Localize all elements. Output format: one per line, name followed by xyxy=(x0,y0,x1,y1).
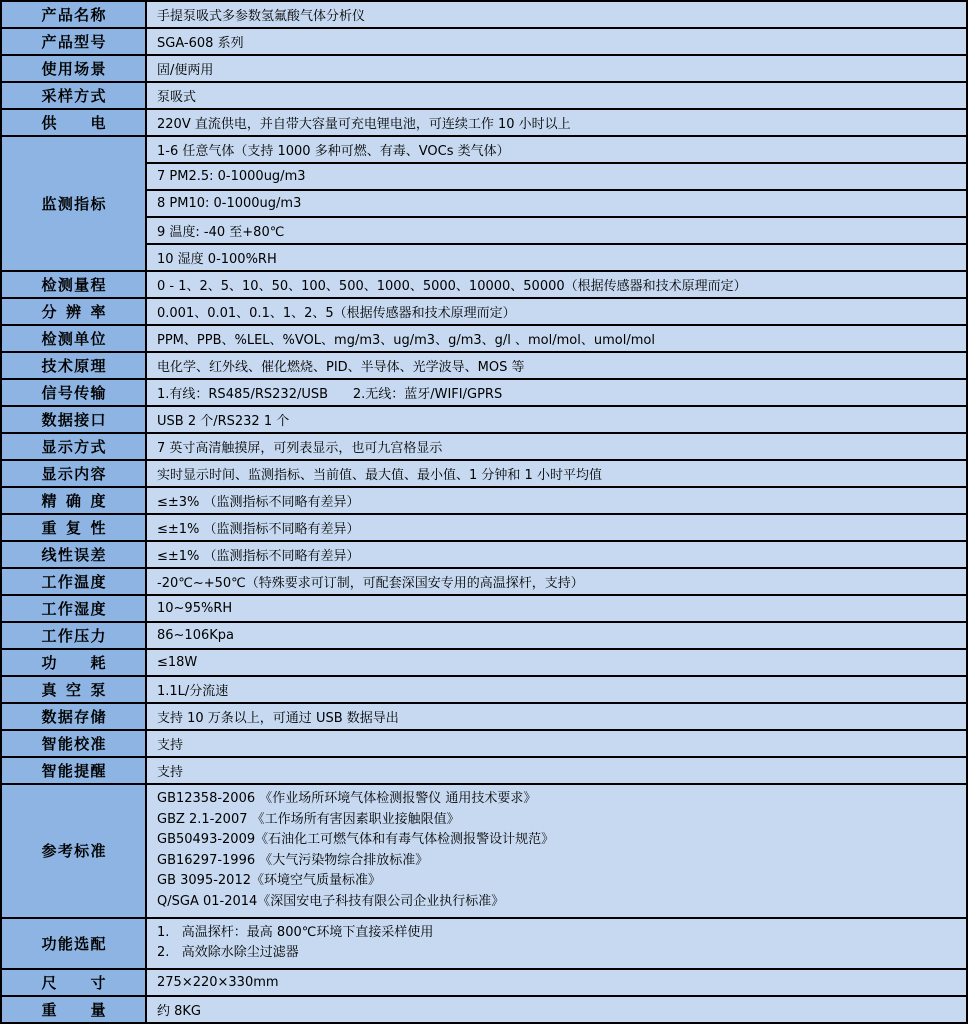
row-label-text: 重量 xyxy=(41,1000,106,1019)
table-row xyxy=(1,379,967,406)
row-value-line: GB50493-2009《石油化工可燃气体和有毒气体检测报警设计规范》 xyxy=(157,832,555,848)
row-label-text: 线性误差 xyxy=(41,546,106,564)
row-label xyxy=(1,568,146,595)
row-value: 1-6 任意气体（支持 1000 多种可燃、有毒、VOCs 类气体） xyxy=(146,136,967,163)
table-row xyxy=(1,244,967,271)
row-label-text: 供电 xyxy=(41,114,106,132)
row-label-text: 智能校准 xyxy=(41,735,106,753)
row-label xyxy=(1,352,146,379)
row-label-text: 参考标准 xyxy=(41,842,106,861)
table-row xyxy=(1,969,967,996)
table-row xyxy=(1,757,967,784)
row-label-text: 显示方式 xyxy=(41,438,106,456)
table-row xyxy=(1,541,967,568)
row-label xyxy=(1,28,146,55)
table-row xyxy=(1,352,967,379)
table-row xyxy=(1,1,967,28)
row-label-text: 检测量程 xyxy=(41,276,106,294)
row-value: -20℃~+50℃（特殊要求可订制，可配套深国安专用的高温探杆，支持） xyxy=(146,568,967,595)
table-row xyxy=(1,622,967,649)
row-value: 10 湿度 0-100%RH xyxy=(146,244,967,271)
row-label-text: 使用场景 xyxy=(41,60,106,78)
row-label xyxy=(1,433,146,460)
row-label-text: 功能选配 xyxy=(41,934,106,953)
row-value: 泵吸式 xyxy=(146,82,967,109)
row-label xyxy=(1,757,146,784)
row-label-text: 真空泵 xyxy=(41,681,106,699)
row-value xyxy=(146,784,967,918)
row-label-text: 信号传输 xyxy=(41,384,106,402)
table-row xyxy=(1,217,967,244)
row-label xyxy=(1,784,146,918)
row-label-text: 技术原理 xyxy=(41,357,106,375)
table-row xyxy=(1,136,967,163)
row-label-text: 数据存储 xyxy=(41,708,106,726)
row-label xyxy=(1,82,146,109)
row-value: 8 PM10: 0-1000ug/m3 xyxy=(146,190,967,217)
row-label-text: 精确度 xyxy=(41,492,106,510)
row-label xyxy=(1,918,146,969)
row-label xyxy=(1,595,146,622)
row-label-text: 产品名称 xyxy=(41,6,106,24)
row-value-line: GB12358-2006 《作业场所环境气体检测报警仪 通用技术要求》 xyxy=(157,791,537,807)
row-value-line: GBZ 2.1-2007 《工作场所有害因素职业接触限值》 xyxy=(157,811,460,827)
table-row xyxy=(1,730,967,757)
row-label-text: 监测指标 xyxy=(41,195,106,213)
row-label xyxy=(1,1,146,28)
row-label-text: 产品型号 xyxy=(41,33,106,51)
row-label-text: 尺寸 xyxy=(41,973,106,992)
row-label xyxy=(1,730,146,757)
row-value: 1.有线：RS485/RS232/USB 2.无线：蓝牙/WIFI/GPRS xyxy=(146,379,967,406)
row-value-line: Q/SGA 01-2014《深国安电子科技有限公司企业执行标准》 xyxy=(157,893,505,909)
row-label xyxy=(1,406,146,433)
row-label xyxy=(1,136,146,271)
row-value: SGA-608 系列 xyxy=(146,28,967,55)
table-row xyxy=(1,271,967,298)
row-value: 7 PM2.5: 0-1000ug/m3 xyxy=(146,163,967,190)
row-label xyxy=(1,514,146,541)
table-row xyxy=(1,996,967,1023)
row-label-text: 分辨率 xyxy=(41,303,106,321)
row-label xyxy=(1,379,146,406)
table-row xyxy=(1,460,967,487)
table-row xyxy=(1,325,967,352)
row-value: 手提泵吸式多参数氢氟酸气体分析仪 xyxy=(146,1,967,28)
table-row xyxy=(1,433,967,460)
table-row xyxy=(1,406,967,433)
row-label-text: 数据接口 xyxy=(41,411,106,429)
row-value: 10~95%RH xyxy=(146,595,967,622)
table-row xyxy=(1,109,967,136)
row-value: 支持 10 万条以上，可通过 USB 数据导出 xyxy=(146,703,967,730)
table-row xyxy=(1,784,967,918)
row-label xyxy=(1,298,146,325)
row-value: 实时显示时间、监测指标、当前值、最大值、最小值、1 分钟和 1 小时平均值 xyxy=(146,460,967,487)
table-row xyxy=(1,487,967,514)
row-label xyxy=(1,996,146,1023)
table-row xyxy=(1,676,967,703)
row-value: USB 2 个/RS232 1 个 xyxy=(146,406,967,433)
row-label xyxy=(1,271,146,298)
table-row xyxy=(1,163,967,190)
table-row xyxy=(1,298,967,325)
row-value: 约 8KG xyxy=(146,996,967,1023)
row-label xyxy=(1,541,146,568)
table-row xyxy=(1,55,967,82)
row-label-text: 检测单位 xyxy=(41,330,106,348)
spec-table-body xyxy=(1,1,967,1023)
row-value-line: 2. 高效除水除尘过滤器 xyxy=(157,945,299,961)
row-value: ≤±1% （监测指标不同略有差异） xyxy=(146,541,967,568)
row-label-text: 重复性 xyxy=(41,519,106,537)
row-label xyxy=(1,676,146,703)
row-value: 支持 xyxy=(146,757,967,784)
row-value: 86~106Kpa xyxy=(146,622,967,649)
row-value: 220V 直流供电，并自带大容量可充电锂电池，可连续工作 10 小时以上 xyxy=(146,109,967,136)
row-value: 固/便两用 xyxy=(146,55,967,82)
table-row xyxy=(1,82,967,109)
row-value: PPM、PPB、%LEL、%VOL、mg/m3、ug/m3、g/m3、g/l 、mol/mol、umol/mol xyxy=(146,325,967,352)
row-value-line: GB 3095-2012《环境空气质量标准》 xyxy=(157,873,381,889)
row-label-text: 采样方式 xyxy=(41,87,106,105)
row-label-text: 工作湿度 xyxy=(41,600,106,618)
row-value: 275×220×330mm xyxy=(146,969,967,996)
row-label-text: 显示内容 xyxy=(41,465,106,483)
row-label xyxy=(1,109,146,136)
row-label xyxy=(1,969,146,996)
row-value: ≤±1% （监测指标不同略有差异） xyxy=(146,514,967,541)
row-value-line: 1. 高温探杆：最高 800℃环境下直接采样使用 xyxy=(157,924,434,940)
row-label xyxy=(1,649,146,676)
row-label-text: 功耗 xyxy=(41,654,106,672)
row-value: ≤18W xyxy=(146,649,967,676)
row-value: 0 - 1、2、5、10、50、100、500、1000、5000、10000、50000（根据传感器和技术原理而定） xyxy=(146,271,967,298)
row-label xyxy=(1,703,146,730)
row-label xyxy=(1,622,146,649)
table-row xyxy=(1,190,967,217)
row-value: 支持 xyxy=(146,730,967,757)
row-value: 9 温度: -40 至+80℃ xyxy=(146,217,967,244)
table-row xyxy=(1,568,967,595)
row-label xyxy=(1,460,146,487)
row-value: 7 英寸高清触摸屏，可列表显示，也可九宫格显示 xyxy=(146,433,967,460)
table-row xyxy=(1,649,967,676)
table-row xyxy=(1,703,967,730)
row-label xyxy=(1,325,146,352)
row-label-text: 工作压力 xyxy=(41,627,106,645)
table-row xyxy=(1,595,967,622)
row-label-text: 智能提醒 xyxy=(41,762,106,780)
row-value: 电化学、红外线、催化燃烧、PID、半导体、光学波导、MOS 等 xyxy=(146,352,967,379)
table-row xyxy=(1,918,967,969)
row-label xyxy=(1,487,146,514)
row-value: ≤±3% （监测指标不同略有差异） xyxy=(146,487,967,514)
row-value-line: GB16297-1996 《大气污染物综合排放标准》 xyxy=(157,852,429,868)
row-value xyxy=(146,918,967,969)
row-value: 1.1L/分流速 xyxy=(146,676,967,703)
row-label-text: 工作温度 xyxy=(41,573,106,591)
table-row xyxy=(1,28,967,55)
row-value: 0.001、0.01、0.1、1、2、5（根据传感器和技术原理而定） xyxy=(146,298,967,325)
row-label xyxy=(1,55,146,82)
table-row xyxy=(1,514,967,541)
